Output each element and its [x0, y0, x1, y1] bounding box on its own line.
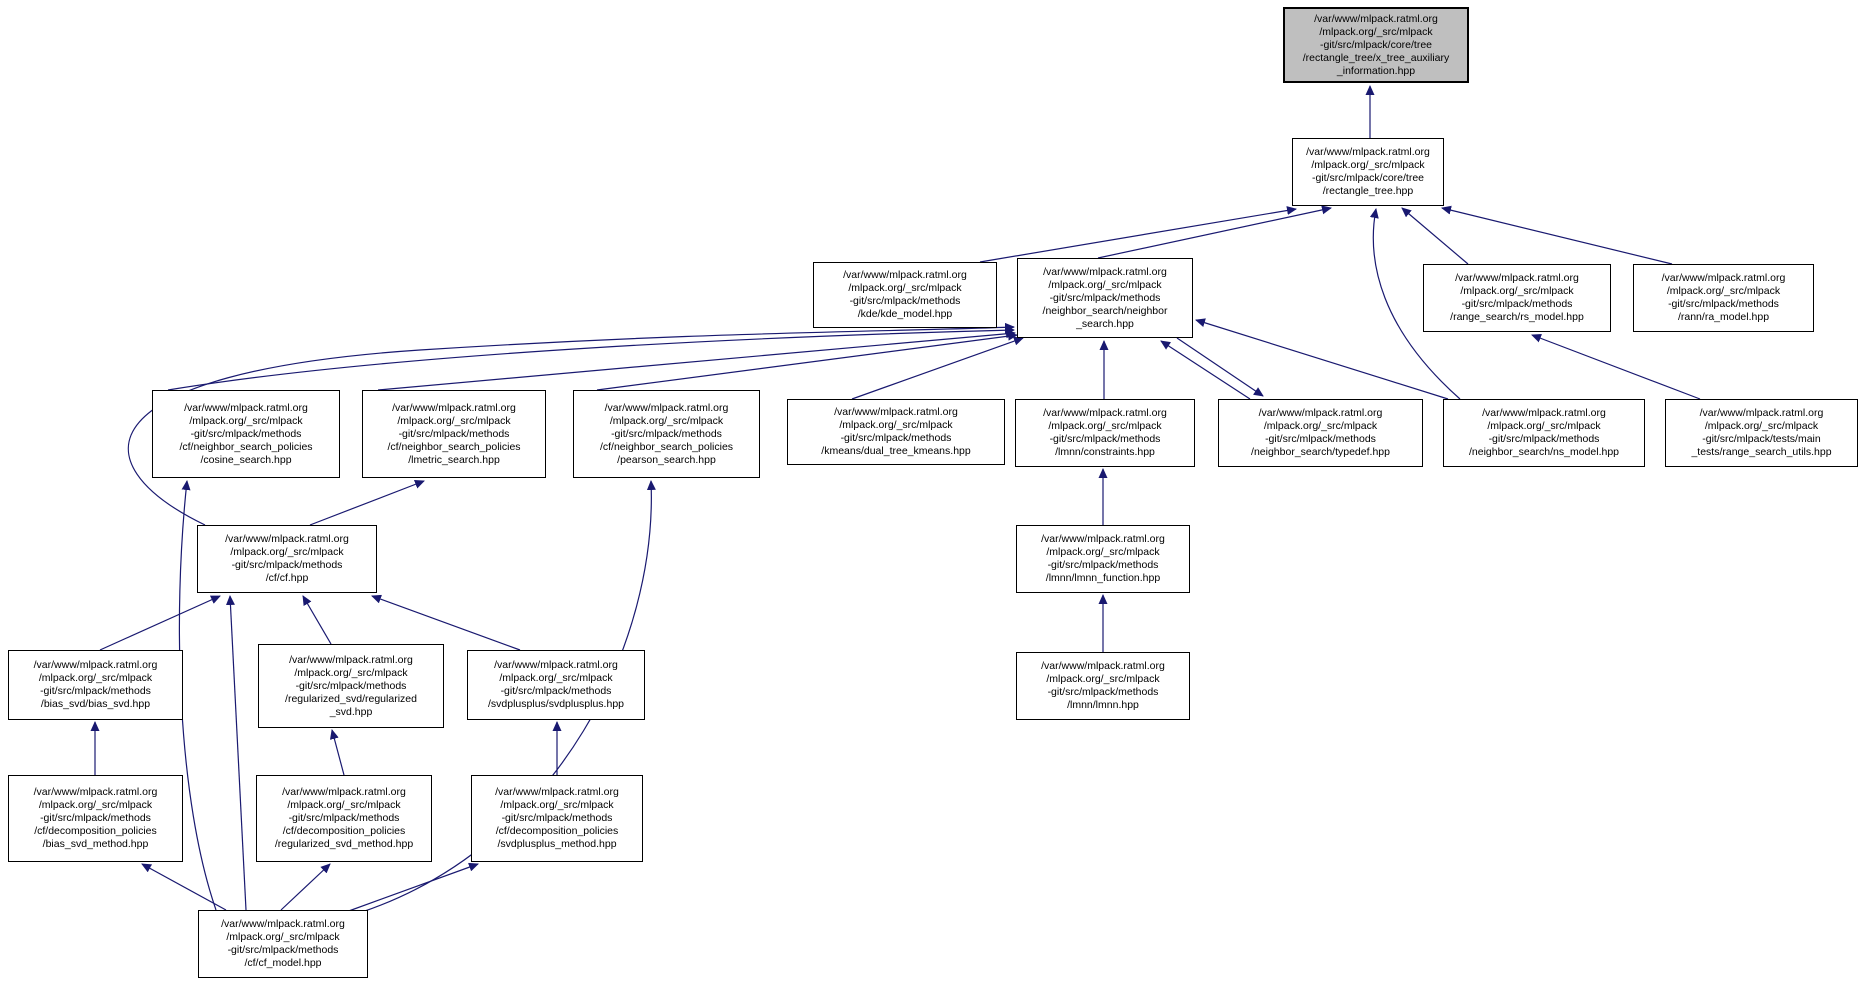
node-label-line: /mlpack.org/_src/mlpack [1263, 420, 1378, 432]
node-label-line: /mlpack.org/_src/mlpack [1048, 278, 1162, 291]
node-neighbor-search[interactable] [1017, 258, 1193, 338]
node-label-line: /cf/neighbor_search_policies [387, 440, 521, 453]
node-label-line: /var/www/mlpack.ratml.org [1661, 272, 1786, 284]
node-rectangle-tree[interactable] [1292, 138, 1444, 206]
node-regularized-svd-method[interactable] [256, 775, 432, 862]
node-label-line: /var/www/mlpack.ratml.org [843, 269, 967, 281]
node-label-line: /mlpack.org/_src/mlpack [226, 931, 340, 943]
node-ra-model[interactable] [1633, 264, 1814, 332]
node-label-line: -git/src/mlpack/methods [501, 812, 613, 824]
node-label-line: /mlpack.org/_src/mlpack [1311, 159, 1425, 171]
edge-cf-model-to-regularized-svd-method [281, 864, 330, 910]
node-label-line: /mlpack.org/_src/mlpack [1319, 25, 1433, 38]
node-svdplusplus[interactable] [467, 650, 645, 720]
node-label-line: /mlpack.org/_src/mlpack [848, 282, 962, 294]
node-label-line: /mlpack.org/_src/mlpack [230, 546, 344, 558]
node-label-line: -git/src/mlpack/methods [227, 944, 339, 956]
node-cf[interactable] [197, 525, 377, 593]
node-label-line: /rectangle_tree/x_tree_auxiliary [1302, 51, 1450, 64]
node-range-search-utils[interactable] [1665, 399, 1858, 467]
node-label-line: /rectangle_tree.hpp [1322, 185, 1414, 197]
node-label-line: /var/www/mlpack.ratml.org [1258, 407, 1383, 419]
node-label-line: _search.hpp [1076, 317, 1134, 330]
node-label-line: -git/src/mlpack/methods [231, 559, 343, 571]
node-regularized-svd[interactable] [258, 644, 444, 728]
node-label-line: /mlpack.org/_src/mlpack [1666, 285, 1781, 297]
node-label-line: -git/src/mlpack/methods [840, 432, 952, 444]
edge-range-search-utils-to-rs-model [1532, 335, 1700, 399]
node-label-line: /var/www/mlpack.ratml.org [1043, 407, 1167, 419]
node-label-line: /mlpack.org/_src/mlpack [294, 666, 408, 679]
node-label-line: -git/src/mlpack/methods [1049, 291, 1161, 304]
edge-cf-model-to-cf [230, 596, 246, 910]
edge-lmetric-search-to-neighbor-search [378, 333, 1015, 390]
edge-regularized-svd-method-to-regularized-svd [332, 730, 344, 775]
node-label-line: -git/src/mlpack/methods [1461, 298, 1573, 310]
node-label-line: -git/src/mlpack/methods [190, 427, 302, 440]
node-label-line: /var/www/mlpack.ratml.org [1043, 265, 1167, 278]
node-pearson-search[interactable] [573, 390, 760, 478]
node-label-line: /mlpack.org/_src/mlpack [287, 799, 401, 811]
node-label-line: -git/src/mlpack/methods [288, 812, 400, 824]
edge-neighbor-search-to-rectangle-tree [1098, 208, 1331, 258]
node-label-line: -git/src/mlpack/methods [611, 427, 722, 440]
edge-cf-model-to-bias-svd-method [142, 864, 226, 910]
node-label-line: /mlpack.org/_src/mlpack [499, 672, 613, 684]
node-label-line: /cf/decomposition_policies [495, 825, 619, 837]
node-label-line: /lmnn/lmnn.hpp [1067, 699, 1139, 711]
node-label-line: /var/www/mlpack.ratml.org [221, 918, 345, 930]
node-label-line: /var/www/mlpack.ratml.org [1699, 407, 1824, 419]
node-label-line: /var/www/mlpack.ratml.org [184, 401, 308, 414]
node-label-line: -git/src/mlpack/methods [1265, 433, 1376, 445]
node-label-line: /cf/decomposition_policies [34, 825, 157, 837]
edge-cf-model-to-svdplusplus-method [346, 864, 478, 912]
node-label-line: /neighbor_search/ns_model.hpp [1468, 446, 1620, 458]
node-dual-tree-kmeans[interactable] [787, 399, 1005, 465]
node-label-line: /var/www/mlpack.ratml.org [282, 786, 406, 798]
node-label-line: /mlpack.org/_src/mlpack [609, 414, 724, 427]
node-label-line: /mlpack.org/_src/mlpack [1048, 420, 1162, 432]
node-kde-model[interactable] [813, 262, 997, 328]
node-label-line: /var/www/mlpack.ratml.org [392, 401, 516, 414]
edge-kde-model-to-rectangle-tree [980, 209, 1296, 262]
node-label-line: -git/src/mlpack/methods [40, 812, 151, 824]
node-label-line: /lmetric_search.hpp [408, 453, 500, 466]
edge-bias-svd-to-cf [100, 596, 220, 650]
node-label-line: /regularized_svd_method.hpp [274, 838, 414, 850]
node-label-line: -git/src/mlpack/core/tree [1311, 172, 1425, 184]
node-label-line: -git/src/mlpack/core/tree [1319, 38, 1433, 51]
node-label-line: /kde/kde_model.hpp [857, 308, 953, 320]
node-label-line: -git/src/mlpack/methods [40, 685, 151, 697]
node-label-line: /cf/neighbor_search_policies [599, 440, 734, 453]
node-x-tree-auxiliary-information[interactable] [1283, 7, 1469, 83]
node-label-line: /cf/cf_model.hpp [244, 957, 322, 969]
node-label-line: _tests/range_search_utils.hpp [1691, 446, 1832, 458]
node-label-line: -git/src/mlpack/tests/main [1702, 433, 1821, 445]
node-label-line: -git/src/mlpack/methods [849, 295, 961, 307]
node-label-line: _svd.hpp [329, 705, 373, 718]
node-label-line: -git/src/mlpack/methods [1488, 433, 1600, 445]
node-label-line: /var/www/mlpack.ratml.org [1314, 12, 1438, 25]
node-label-line: /regularized_svd/regularized [285, 692, 417, 705]
node-label-line: /var/www/mlpack.ratml.org [1455, 272, 1579, 284]
edge-neighbor-search-typedef-to-neighbor-search [1161, 341, 1250, 399]
node-label-line: /rann/ra_model.hpp [1677, 311, 1770, 323]
node-label-line: /var/www/mlpack.ratml.org [495, 786, 619, 798]
edge-ns-model-to-neighbor-search [1196, 320, 1448, 399]
node-label-line: -git/src/mlpack/methods [295, 679, 407, 692]
node-label-line: /var/www/mlpack.ratml.org [834, 406, 958, 418]
node-label-line: /neighbor_search/neighbor [1042, 304, 1168, 317]
node-label-line: /mlpack.org/_src/mlpack [1046, 673, 1160, 685]
edge-regularized-svd-to-cf [303, 596, 331, 644]
node-lmnn[interactable] [1016, 652, 1190, 720]
node-label-line: -git/src/mlpack/methods [398, 427, 510, 440]
edge-neighbor-search-to-neighbor-search-typedef [1177, 338, 1263, 396]
node-label-line: /var/www/mlpack.ratml.org [1482, 407, 1606, 419]
node-label-line: /svdplusplus/svdplusplus.hpp [488, 698, 624, 710]
node-cosine-search[interactable] [152, 390, 340, 478]
node-lmnn-function[interactable] [1016, 525, 1190, 593]
node-label-line: /mlpack.org/_src/mlpack [38, 672, 153, 684]
edge-ra-model-to-rectangle-tree [1442, 208, 1672, 264]
edge-pearson-search-to-neighbor-search [597, 335, 1017, 390]
node-label-line: -git/src/mlpack/methods [1047, 686, 1159, 698]
node-rs-model[interactable] [1423, 264, 1611, 332]
node-label-line: /mlpack.org/_src/mlpack [189, 414, 303, 427]
node-label-line: /var/www/mlpack.ratml.org [604, 401, 729, 414]
node-bias-svd-method[interactable] [8, 775, 183, 862]
node-label-line: /mlpack.org/_src/mlpack [500, 799, 614, 811]
node-bias-svd[interactable] [8, 650, 183, 720]
node-label-line: /lmnn/constraints.hpp [1055, 446, 1155, 458]
node-label-line: /var/www/mlpack.ratml.org [1041, 660, 1165, 672]
node-label-line: /cf/neighbor_search_policies [179, 440, 313, 453]
edge-cosine-search-to-neighbor-search [168, 330, 1014, 390]
node-label-line: /kmeans/dual_tree_kmeans.hpp [821, 445, 971, 457]
node-label-line: /mlpack.org/_src/mlpack [1046, 546, 1160, 558]
node-label-line: /bias_svd/bias_svd.hpp [40, 698, 151, 710]
edge-rs-model-to-rectangle-tree [1402, 208, 1468, 264]
node-label-line: /mlpack.org/_src/mlpack [397, 414, 511, 427]
node-label-line: -git/src/mlpack/methods [1049, 433, 1161, 445]
node-label-line: /var/www/mlpack.ratml.org [1306, 146, 1430, 158]
node-label-line: /var/www/mlpack.ratml.org [1041, 533, 1165, 545]
node-label-line: /mlpack.org/_src/mlpack [38, 799, 153, 811]
node-label-line: /var/www/mlpack.ratml.org [289, 653, 413, 666]
node-label-line: /var/www/mlpack.ratml.org [494, 659, 618, 671]
node-label-line: -git/src/mlpack/methods [500, 685, 612, 697]
node-label-line: /mlpack.org/_src/mlpack [839, 419, 953, 431]
node-neighbor-search-typedef[interactable] [1218, 399, 1423, 467]
node-label-line: /bias_svd_method.hpp [42, 838, 149, 850]
node-label-line: _information.hpp [1336, 64, 1416, 77]
node-label-line: /svdplusplus_method.hpp [497, 838, 617, 850]
node-label-line: /mlpack.org/_src/mlpack [1460, 285, 1574, 297]
edge-dual-tree-kmeans-to-neighbor-search [852, 338, 1023, 399]
node-label-line: /range_search/rs_model.hpp [1450, 311, 1584, 323]
node-label-line: /mlpack.org/_src/mlpack [1704, 420, 1819, 432]
node-ns-model[interactable] [1443, 399, 1645, 467]
node-label-line: /var/www/mlpack.ratml.org [33, 786, 158, 798]
node-label-line: /cosine_search.hpp [200, 453, 292, 466]
node-label-line: -git/src/mlpack/methods [1668, 298, 1779, 310]
node-label-line: /cf/cf.hpp [265, 572, 309, 584]
node-svdplusplus-method[interactable] [471, 775, 643, 862]
node-label-line: /pearson_search.hpp [617, 453, 716, 466]
node-lmnn-constraints[interactable] [1015, 399, 1195, 467]
edge-cf-to-lmetric-search [310, 481, 424, 525]
node-label-line: /neighbor_search/typedef.hpp [1251, 446, 1390, 458]
node-label-line: /cf/decomposition_policies [282, 825, 406, 837]
edge-svdplusplus-to-cf [372, 596, 520, 650]
node-cf-model[interactable] [198, 910, 368, 978]
node-label-line: /lmnn/lmnn_function.hpp [1045, 572, 1161, 584]
node-lmetric-search[interactable] [362, 390, 546, 478]
node-label-line: -git/src/mlpack/methods [1047, 559, 1159, 571]
node-label-line: /var/www/mlpack.ratml.org [33, 659, 158, 671]
node-label-line: /mlpack.org/_src/mlpack [1487, 420, 1601, 432]
node-label-line: /var/www/mlpack.ratml.org [225, 533, 349, 545]
